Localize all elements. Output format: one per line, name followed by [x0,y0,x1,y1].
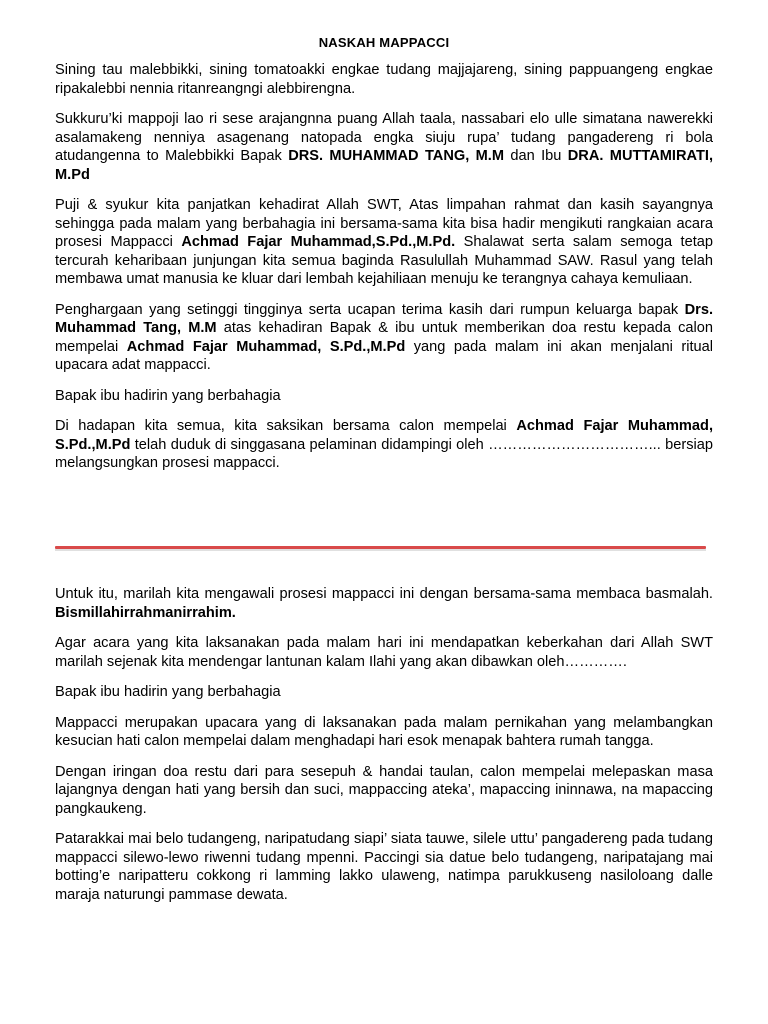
text-run: telah duduk di singgasana pelaminan didampingi oleh ……………………………... bersiap melangsungkan prosesi mappacci. [55,436,713,471]
paragraph-mappacci-meaning: Mappacci merupakan upacara yang di laksanakan pada malam pernikahan yang melambangkan kesucian hati calon mempelai dalam menghadapi hari esok menapak bahtera rumah tangga. [55,714,713,749]
paragraph-bugis-closing: Patarakkai mai belo tudangeng, naripatudang siapi’ siata tauwe, silele uttu’ pangadereng pada tudang mappacci silewo-lewo riwenni tudang mpenni. Paccingi sia datue belo tudangeng, naripatajang mai botting’e naripatteru cokkong ri lamming lakko ulaweng, natimpa parukkuseng nasiloloang dalle maraja naturungi pammase dewata. [55,831,713,903]
text-run: Shalawat serta salam semoga tetap tercurah keharibaan junjungan kita semua baginda Rasulullah Muhammad SAW. Rasul yang telah membawa umat manusia ke kluar dari lembah kejahiliaan menuju ke terangnya cahaya kemuliaan. [55,234,713,287]
name-groom-bold: Achmad Fajar Muhammad,S.Pd.,M.Pd. [181,234,456,250]
name-mother-bold: DRA. MUTTAMIRATI, M.Pd [55,148,713,183]
text-run: Di hadapan kita semua, kita saksikan bersama calon mempelai [55,418,517,434]
section-divider [55,546,706,552]
paragraph-appreciation [55,301,713,375]
paragraph-greeting: Sining tau malebbikki, sining tomatoakki engkae tudang majjajareng, sining pappuangeng engkae ripakalebbi nennia ritanreangngi alebbirengna. [55,62,713,97]
text-run: Untuk itu, marilah kita mengawali prosesi mappacci ini dengan bersama-sama membaca basmalah. [55,586,713,602]
text-run: Penghargaan yang setinggi tingginya serta ucapan terima kasih dari rumpun keluarga bapak [55,301,685,318]
paragraph-basmalah [55,585,713,622]
paragraph-gratitude-host [55,110,713,184]
name-father-bold: DRS. MUHAMMAD TANG, M.M [288,148,505,164]
text-run: dan Ibu [504,148,568,164]
paragraph-witness [55,417,713,473]
document-page-top [55,34,713,485]
document-title: NASKAH MAPPACCI [318,35,450,50]
name-groom-bold: Achmad Fajar Muhammad, S.Pd.,M.Pd [126,338,406,355]
paragraph-blessing: Dengan iringan doa restu dari para sesepuh & handai taulan, calon mempelai melepaskan masa lajangnya dengan hati yang bersih dan suci, mappaccing ateka’, mapaccing ininnawa, na mapaccing pangkaukeng. [55,763,713,817]
paragraph-address-2: Bapak ibu hadirin yang berbahagia [55,684,281,700]
text-run: atas kehadiran Bapak & ibu untuk memberikan doa restu kepada calon mempelai [55,320,713,355]
text-run: Sukkuru’ki mappoji lao ri sese arajangnna puang Allah taala, nassabari elo ulle simatana nawerekki asalamakeng nenniya asagenang natopada engka siuju rupa’ tudang pangadereng ri bola atudangenna to Malebbikki Bapak [55,111,713,164]
text-run: yang pada malam ini akan menjalani ritual upacara adat mappacci. [55,338,713,373]
name-groom-bold: Achmad Fajar Muhammad, S.Pd.,M.Pd [55,418,713,453]
document-page-bottom [55,585,713,916]
text-run: Puji & syukur kita panjatkan kehadirat Allah SWT, Atas limpahan rahmat dan kasih sayangnya sehingga pada malam yang berbahagia ini bersama-sama kita bisa hadir mengikuti rangkaian acara prosesi Mappacci [55,197,713,250]
basmalah-bold: Bismillahirrahmanirrahim. [55,604,236,621]
name-father-bold: Drs. Muhammad Tang, M.M [55,301,713,336]
paragraph-praise [55,196,713,289]
divider-shadow [55,549,706,551]
paragraph-recitation: Agar acara yang kita laksanakan pada malam hari ini mendapatkan keberkahan dari Allah SWT marilah sejenak kita mendengar lantunan kalam Ilahi yang akan dibawkan oleh…………. [55,635,713,670]
paragraph-address: Bapak ibu hadirin yang berbahagia [55,387,281,404]
